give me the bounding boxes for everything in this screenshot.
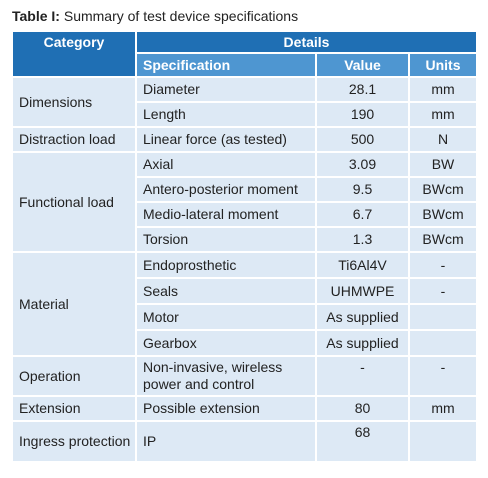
value-cell: Ti6Al4V bbox=[316, 252, 409, 278]
category-cell: Operation bbox=[12, 356, 136, 396]
category-cell: Extension bbox=[12, 396, 136, 421]
unit-cell: mm bbox=[409, 396, 477, 421]
spec-cell: Linear force (as tested) bbox=[136, 127, 316, 152]
spec-cell: Length bbox=[136, 102, 316, 127]
unit-cell: BWcm bbox=[409, 227, 477, 252]
value-cell: As supplied bbox=[316, 304, 409, 330]
value-cell: 1.3 bbox=[316, 227, 409, 252]
header-value: Value bbox=[316, 53, 409, 77]
value-cell: 190 bbox=[316, 102, 409, 127]
spec-cell: Possible extension bbox=[136, 396, 316, 421]
value-cell: 6.7 bbox=[316, 202, 409, 227]
unit-cell: BWcm bbox=[409, 177, 477, 202]
header-details: Details bbox=[136, 31, 477, 53]
table-row bbox=[12, 396, 477, 421]
table-caption-text: Summary of test device specifications bbox=[63, 8, 299, 24]
unit-cell: - bbox=[409, 356, 477, 396]
spec-cell: IP bbox=[136, 421, 316, 462]
spec-cell: Diameter bbox=[136, 77, 316, 102]
table-row bbox=[12, 252, 477, 278]
unit-cell: N bbox=[409, 127, 477, 152]
unit-cell bbox=[409, 421, 477, 462]
table-header-row bbox=[12, 31, 477, 53]
header-units: Units bbox=[409, 53, 477, 77]
table-row bbox=[12, 127, 477, 152]
value-cell: 500 bbox=[316, 127, 409, 152]
category-cell: Ingress protection bbox=[12, 421, 136, 462]
value-cell: 68 bbox=[316, 421, 409, 462]
unit-cell bbox=[409, 330, 477, 356]
table-row bbox=[12, 356, 477, 396]
unit-cell: BW bbox=[409, 152, 477, 177]
spec-cell: Motor bbox=[136, 304, 316, 330]
spec-cell: Seals bbox=[136, 278, 316, 304]
category-cell: Material bbox=[12, 252, 136, 356]
unit-cell: mm bbox=[409, 77, 477, 102]
table-row bbox=[12, 421, 477, 462]
unit-cell: - bbox=[409, 278, 477, 304]
table-row bbox=[12, 152, 477, 177]
value-cell: - bbox=[316, 356, 409, 396]
value-cell: 80 bbox=[316, 396, 409, 421]
value-cell: 28.1 bbox=[316, 77, 409, 102]
category-cell: Distraction load bbox=[12, 127, 136, 152]
unit-cell bbox=[409, 304, 477, 330]
spec-cell: Torsion bbox=[136, 227, 316, 252]
spec-cell: Axial bbox=[136, 152, 316, 177]
table-caption bbox=[12, 7, 298, 25]
table-row bbox=[12, 77, 477, 102]
header-category: Category bbox=[12, 31, 136, 77]
spec-cell: Gearbox bbox=[136, 330, 316, 356]
header-specification: Specification bbox=[136, 53, 316, 77]
unit-cell: mm bbox=[409, 102, 477, 127]
unit-cell: BWcm bbox=[409, 202, 477, 227]
category-cell: Dimensions bbox=[12, 77, 136, 127]
unit-cell: - bbox=[409, 252, 477, 278]
value-cell: 9.5 bbox=[316, 177, 409, 202]
category-cell: Functional load bbox=[12, 152, 136, 252]
spec-cell: Medio-lateral moment bbox=[136, 202, 316, 227]
table-caption-label: Table I: bbox=[12, 8, 60, 24]
value-cell: As supplied bbox=[316, 330, 409, 356]
value-cell: UHMWPE bbox=[316, 278, 409, 304]
specifications-table bbox=[11, 30, 478, 463]
value-cell: 3.09 bbox=[316, 152, 409, 177]
spec-cell: Endoprosthetic bbox=[136, 252, 316, 278]
spec-cell: Antero-posterior moment bbox=[136, 177, 316, 202]
spec-cell: Non-invasive, wireless power and control bbox=[136, 356, 316, 396]
